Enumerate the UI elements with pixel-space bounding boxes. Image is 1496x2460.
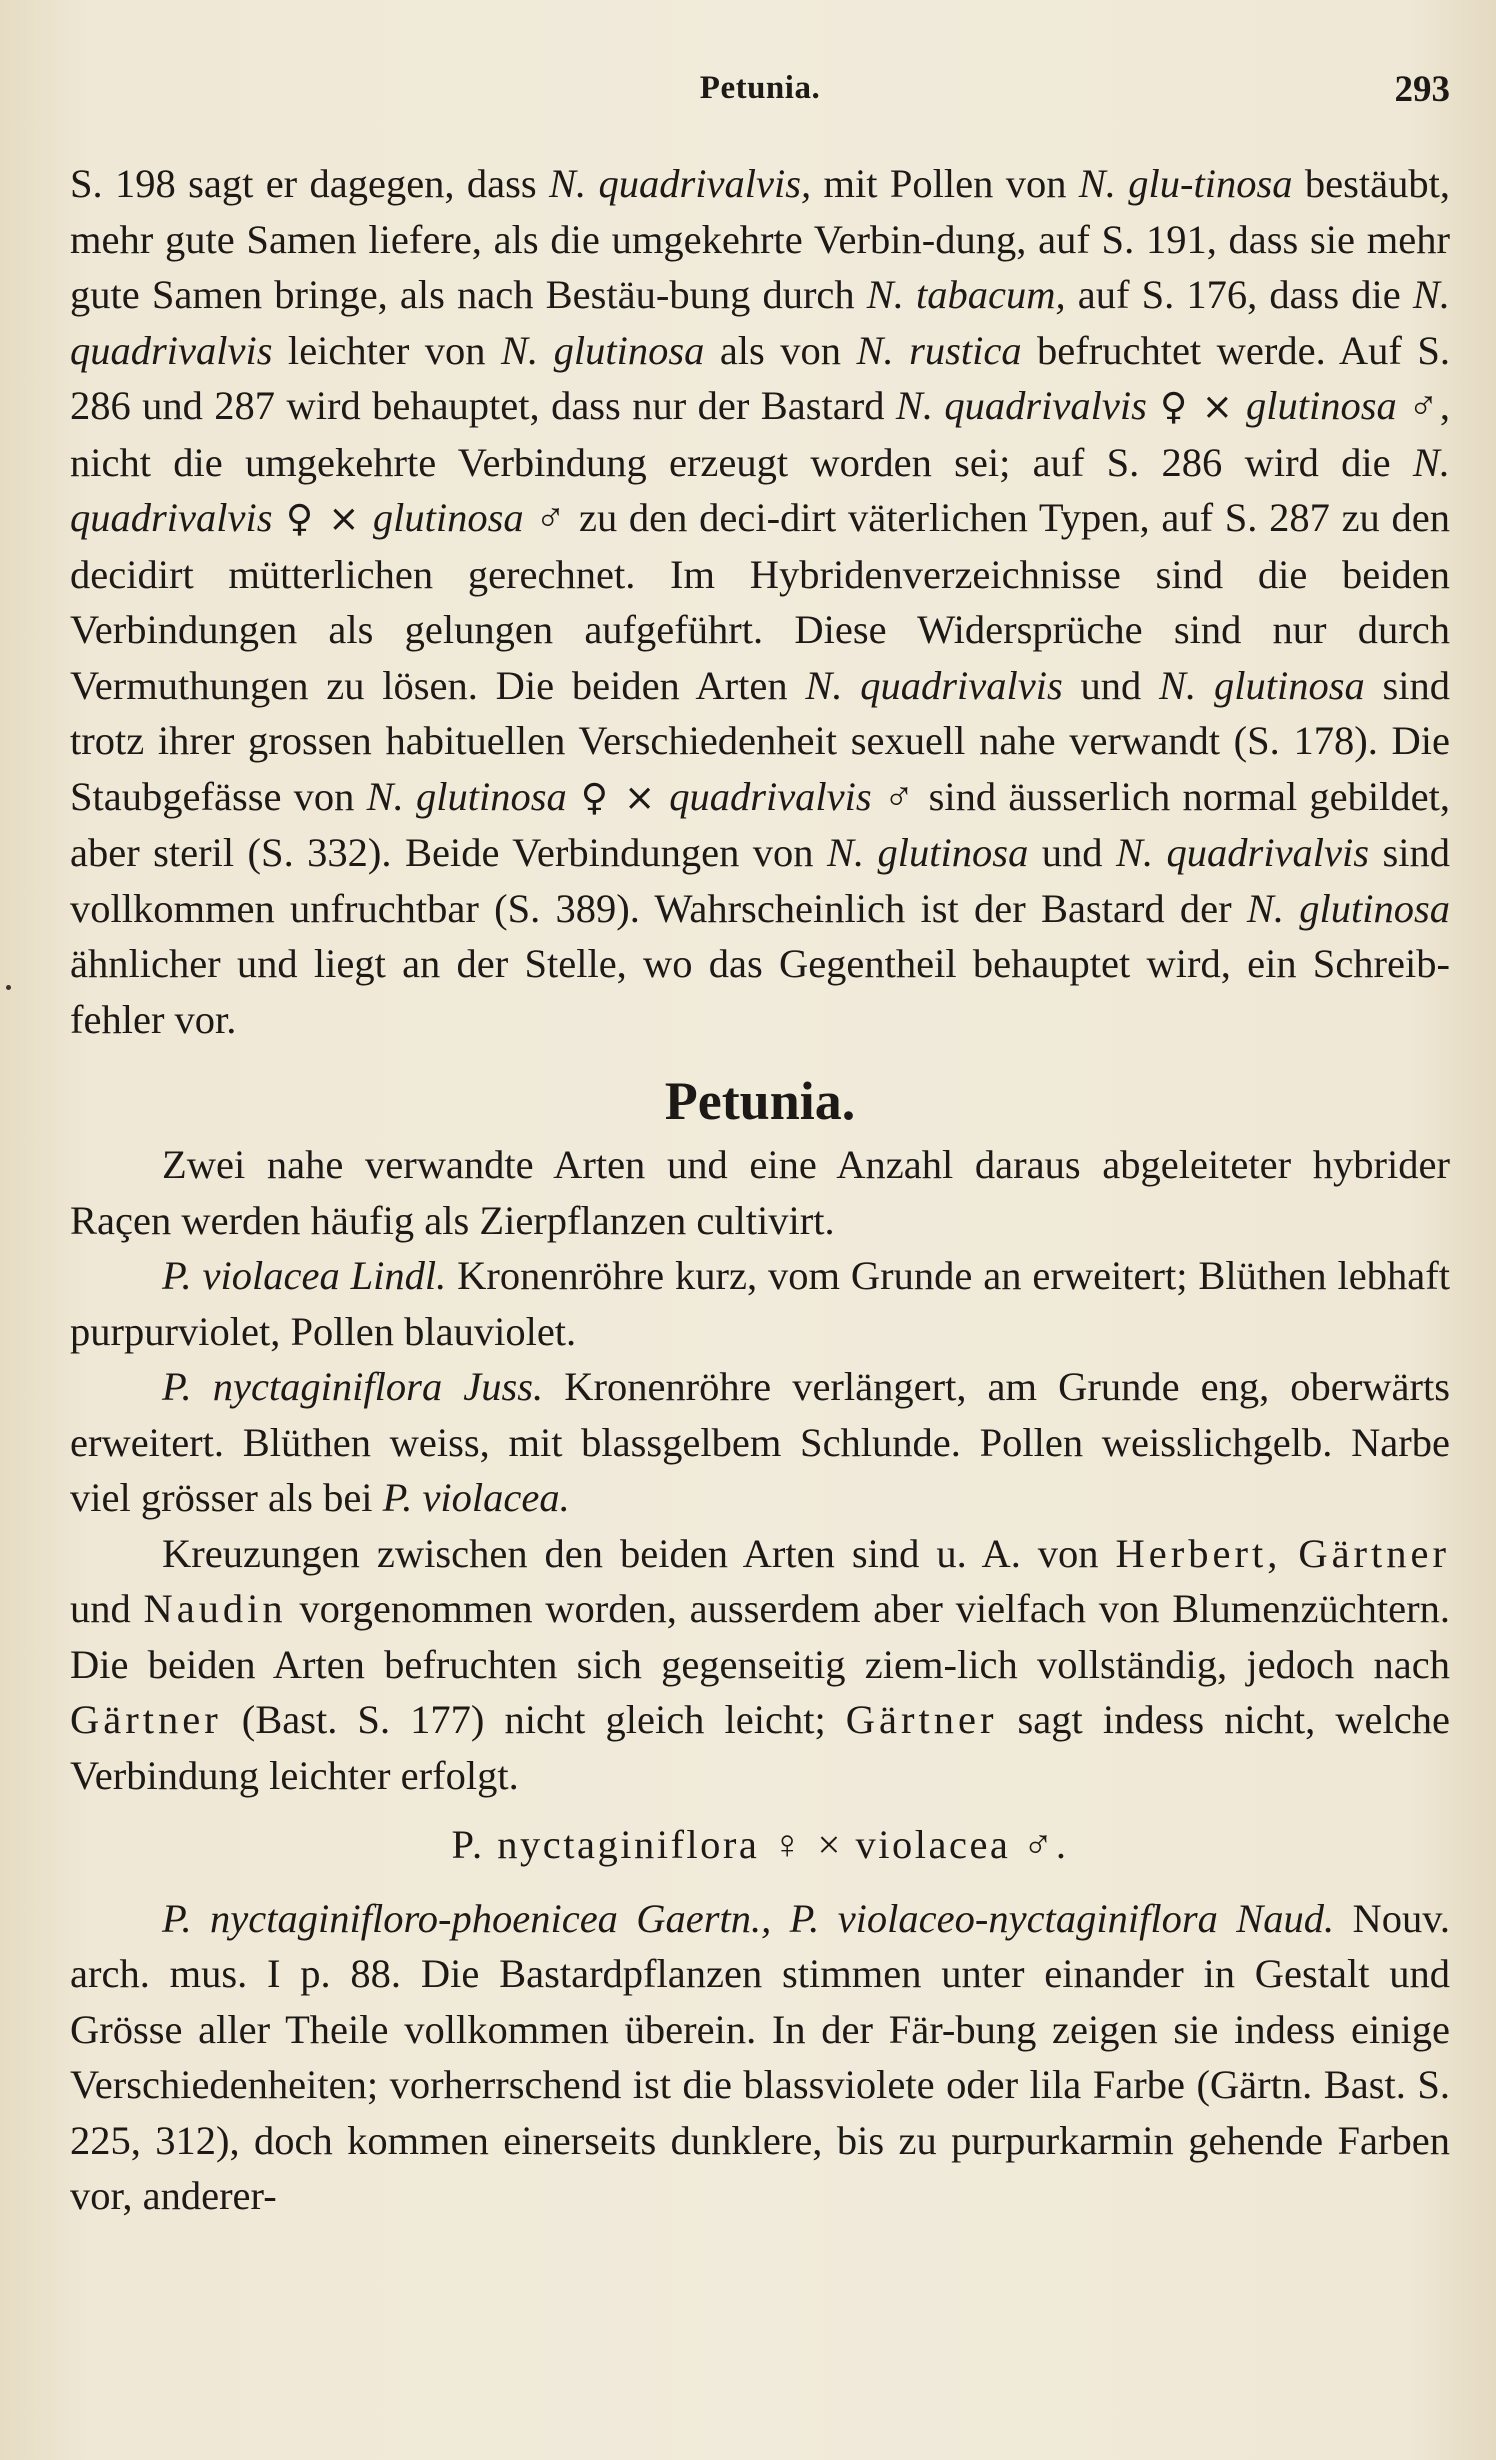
paragraph-intro: Zwei nahe verwandte Arten und eine Anzahl daraus abgeleiteter hybrider Raçen werden häufig als Zierpflanzen cultivirt. bbox=[70, 1142, 1450, 1243]
paragraph-nicotiana-discussion: S. 198 sagt er dagegen, dass N. quadrivalvis, mit Pollen von N. glu-tinosa bestäubt, mehr gute Samen liefere, als die umgekehrte Verbin-dung, auf S. 191, dass sie mehr gute Samen bringe, als nach Bestäu-bung durch N. tabacum, auf S. 176, dass die N. quadrivalvis leichter von N. glutinosa als von N. rustica befruchtet werde. Auf S. 286 und 287 wird behauptet, dass nur der Bastard N. quadrivalvis ♀ × glutinosa ♂, nicht die umgekehrte Verbindung erzeugt worden sei; auf S. 286 wird die N. quadrivalvis ♀ × glutinosa ♂ zu den deci-dirt väterlichen Typen, auf S. 287 zu den decidirt mütterlichen gerechnet. Im Hybridenverzeichnisse sind die beiden Verbindungen als gelungen aufgeführt. Diese Widersprüche sind nur durch Vermuthungen zu lösen. Die beiden Arten N. quadrivalvis und N. glutinosa sind trotz ihrer grossen habituellen Verschiedenheit sexuell nahe verwandt (S. 178). Die Staubgefässe von N. glutinosa ♀ × quadrivalvis ♂ sind äusserlich normal gebildet, aber steril (S. 332). Beide Verbindungen von N. glutinosa und N. quadrivalvis sind vollkommen unfruchtbar (S. 389). Wahrscheinlich ist der Bastard der N. glutinosa ähnlicher und liegt an der Stelle, wo das Gegentheil behauptet wird, ein Schreib-fehler vor. bbox=[70, 161, 1451, 1042]
paragraph-nyctaginiflora: P. nyctaginiflora Juss. Kronenröhre verlängert, am Grunde eng, oberwärts erweitert. Blüthen weiss, mit blassgelbem Schlunde. Pollen weisslichgelb. Narbe viel grösser als bei P. violacea. bbox=[70, 1364, 1450, 1520]
cross-heading: P. nyctaginiflora ♀ × violacea ♂. bbox=[451, 1822, 1069, 1867]
page-number: 293 bbox=[1394, 69, 1450, 110]
running-title: Petunia. bbox=[699, 70, 821, 106]
paragraph-violacea: P. violacea Lindl. Kronenröhre kurz, vom Grunde an erweitert; Blüthen lebhaft purpurviolet, Pollen blauviolet. bbox=[70, 1253, 1450, 1354]
body-text bbox=[70, 156, 1450, 2224]
paragraph-crossings: Kreuzungen zwischen den beiden Arten sind u. A. von Herbert, Gärtner und Naudin vorgenommen worden, ausserdem aber vielfach von Blumenzüchtern. Die beiden Arten befruchten sich gegenseitig ziem-lich vollständig, jedoch nach Gärtner (Bast. S. 177) nicht gleich leicht; Gärtner sagt indess nicht, welche Verbindung leichter erfolgt. bbox=[70, 1530, 1451, 1798]
margin-speck bbox=[6, 985, 11, 990]
paragraph-hybrid-description: P. nyctaginifloro-phoenicea Gaertn., P. violaceo-nyctaginiflora Naud. Nouv. arch. mus. I p. 88. Die Bastardpflanzen stimmen unter einander in Gestalt und Grösse aller Theile vollkommen überein. In der Fär-bung zeigen sie indess einige Verschiedenheiten; vorherrschend ist die blassviolete oder lila Farbe (Gärtn. Bast. S. 225, 312), doch kommen einerseits dunklere, bis zu purpurkarmin gehende Farben vor, anderer- bbox=[70, 1895, 1450, 2218]
running-head bbox=[70, 66, 1450, 116]
section-heading-petunia: Petunia. bbox=[664, 1071, 856, 1131]
